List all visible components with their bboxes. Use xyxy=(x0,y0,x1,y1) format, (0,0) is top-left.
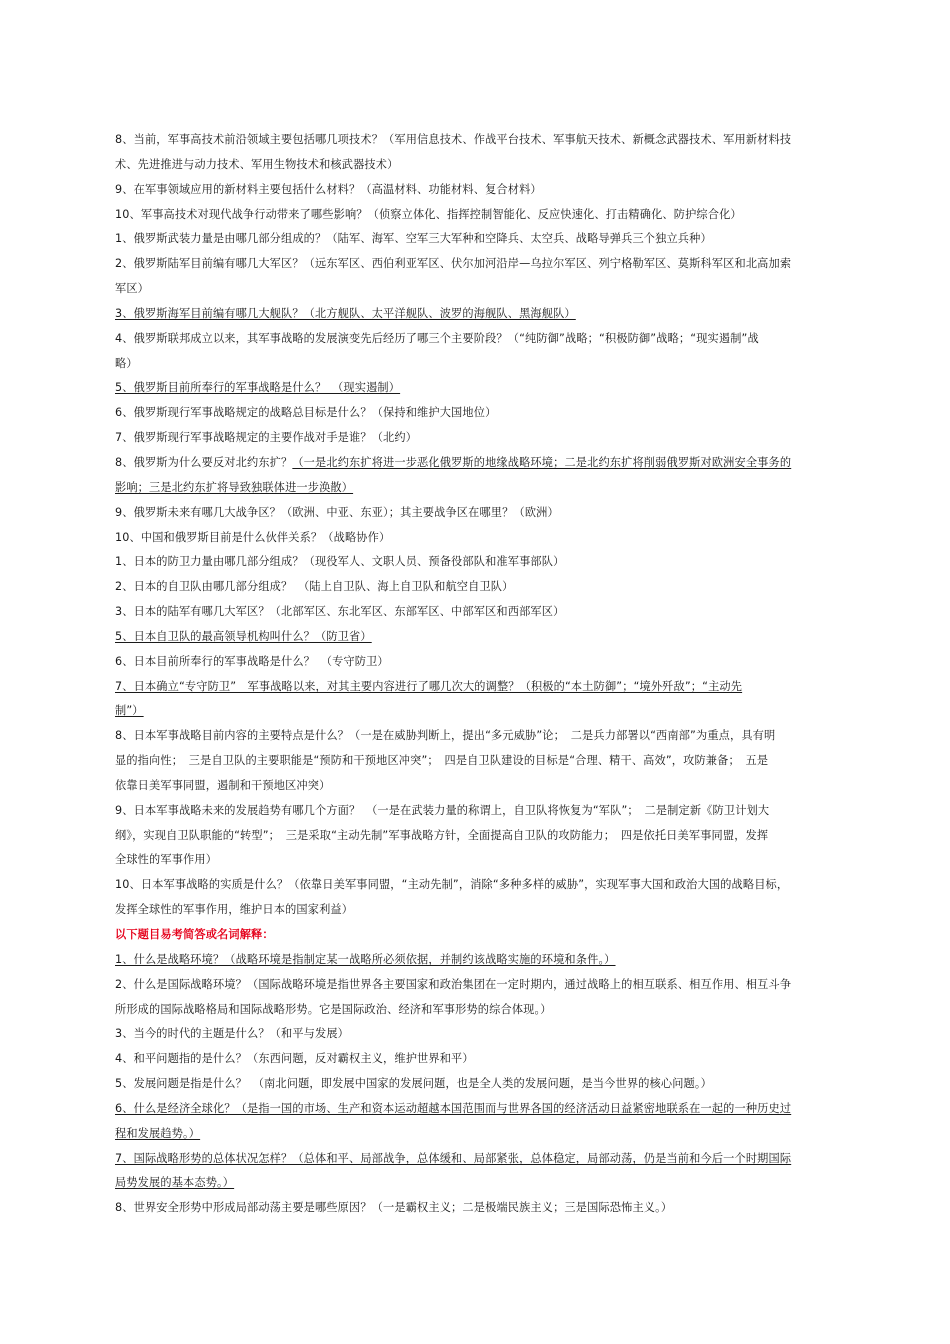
text-line xyxy=(115,1196,829,1221)
document-page xyxy=(115,128,829,1221)
text-line xyxy=(115,898,829,923)
line-text: 10、中国和俄罗斯目前是什么伙伴关系？（战略协作） xyxy=(115,530,391,544)
text-line xyxy=(115,749,829,774)
text-line xyxy=(115,203,829,228)
text-line xyxy=(115,1097,829,1122)
underlined-line-text: 影响；三是北约东扩将导致独联体进一步涣散） xyxy=(115,480,354,494)
text-line xyxy=(115,327,829,352)
text-line xyxy=(115,451,829,476)
underlined-answer: （一是北约东扩将进一步恶化俄罗斯的地缘战略环境；二是北约东扩将削弱俄罗斯对欧洲安全事务的 xyxy=(292,455,792,469)
text-line xyxy=(115,426,829,451)
line-text: 8、日本军事战略目前内容的主要特点是什么？（一是在威胁判断上，提出“多元威胁”论； 二是兵力部署以“西南部”为重点，具有明 xyxy=(115,729,776,743)
text-line xyxy=(115,923,829,948)
text-line xyxy=(115,948,829,973)
underlined-line-text: 5、俄罗斯目前所奉行的军事战略是什么？ （现实遏制） xyxy=(115,381,401,395)
text-line xyxy=(115,824,829,849)
text-line xyxy=(115,526,829,551)
line-text: 军区） xyxy=(115,282,150,296)
underlined-line-text: 3、俄罗斯海军目前编有哪几大舰队？（北方舰队、太平洋舰队、波罗的海舰队、黑海舰队） xyxy=(115,306,576,320)
underlined-line-text: 5、日本自卫队的最高领导机构叫什么？（防卫省） xyxy=(115,629,372,643)
line-text: 3、日本的陆军有哪几大军区？（北部军区、东北军区、东部军区、中部军区和西部军区） xyxy=(115,605,565,619)
section-heading: 以下题目易考简答或名词解释： xyxy=(115,928,274,941)
text-line xyxy=(115,227,829,252)
text-line xyxy=(115,675,829,700)
underlined-line-text: 局势发展的基本态势。） xyxy=(115,1176,235,1190)
text-line xyxy=(115,600,829,625)
line-text: 7、俄罗斯现行军事战略规定的主要作战对手是谁？（北约） xyxy=(115,431,418,445)
line-text: 4、和平问题指的是什么？（东西问题，反对霸权主义，维护世界和平） xyxy=(115,1052,474,1066)
underlined-line-text: 7、国际战略形势的总体状况怎样？（总体和平、局部战争，总体缓和、局部紧张，总体稳定，局部动荡，仍是当前和今后一个时期国际 xyxy=(115,1151,792,1165)
text-line xyxy=(115,1171,829,1196)
text-line xyxy=(115,128,829,153)
text-line xyxy=(115,1047,829,1072)
underlined-line-text: 制”） xyxy=(115,704,144,718)
underlined-line-text: 6、什么是经济全球化？（是指一国的市场、生产和资本运动超越本国范围而与世界各国的经济活动日益紧密地联系在一起的一种历史过 xyxy=(115,1101,792,1115)
text-line xyxy=(115,302,829,327)
line-text: 10、日本军事战略的实质是什么？（依靠日美军事同盟，“主动先制”，消除“多种多样的威胁”，实现军事大国和政治大国的战略目标， xyxy=(115,878,789,892)
line-text: 发挥全球性的军事作用，维护日本的国家利益） xyxy=(115,903,354,917)
line-text: 4、俄罗斯联邦成立以来，其军事战略的发展演变先后经历了哪三个主要阶段？（“纯防御”战略；“积极防御”战略；“现实遏制”战 xyxy=(115,331,759,345)
text-line xyxy=(115,1122,829,1147)
text-line xyxy=(115,998,829,1023)
text-line xyxy=(115,650,829,675)
text-line xyxy=(115,1072,829,1097)
text-line xyxy=(115,550,829,575)
line-text: 全球性的军事作用） xyxy=(115,853,218,867)
line-text: 9、在军事领域应用的新材料主要包括什么材料？（高温材料、功能材料、复合材料） xyxy=(115,182,542,196)
text-line xyxy=(115,376,829,401)
text-line xyxy=(115,178,829,203)
line-text: 6、日本目前所奉行的军事战略是什么？ （专守防卫） xyxy=(115,654,389,668)
line-text: 依靠日美军事同盟，遏制和干预地区冲突） xyxy=(115,778,331,792)
text-line xyxy=(115,724,829,749)
text-line xyxy=(115,476,829,501)
text-segment: 8、俄罗斯为什么要反对北约东扩？ xyxy=(115,455,293,469)
line-text: 显的指向性； 三是自卫队的主要职能是“预防和干预地区冲突”； 四是自卫队建设的目标是“合理、精干、高效”，攻防兼备； 五是 xyxy=(115,754,769,768)
line-text: 2、日本的自卫队由哪几部分组成？ （陆上自卫队、海上自卫队和航空自卫队） xyxy=(115,580,514,594)
line-text: 所形成的国际战略格局和国际战略形势。它是国际政治、经济和军事形势的综合体现。） xyxy=(115,1002,552,1016)
text-line xyxy=(115,153,829,178)
line-text: 6、俄罗斯现行军事战略规定的战略总目标是什么？（保持和维护大国地位） xyxy=(115,406,497,420)
text-line xyxy=(115,774,829,799)
text-line xyxy=(115,501,829,526)
line-text: 10、军事高技术对现代战争行动带来了哪些影响？（侦察立体化、指挥控制智能化、反应快速化、打击精确化、防护综合化） xyxy=(115,207,742,221)
text-line xyxy=(115,277,829,302)
text-line xyxy=(115,625,829,650)
line-text: 8、世界安全形势中形成局部动荡主要是哪些原因？（一是霸权主义；二是极端民族主义；三是国际恐怖主义。） xyxy=(115,1201,673,1215)
text-line xyxy=(115,352,829,377)
line-text: 2、什么是国际战略环境？（国际战略环境是指世界各主要国家和政治集团在一定时期内，通过战略上的相互联系、相互作用、相互斗争 xyxy=(115,977,792,991)
text-line xyxy=(115,873,829,898)
line-text: 纲》，实现自卫队职能的“转型”； 三是采取“主动先制”军事战略方针，全面提高自卫队的攻防能力； 四是依托日美军事同盟，发挥 xyxy=(115,828,769,842)
text-line xyxy=(115,575,829,600)
line-text: 5、发展问题是指是什么？ （南北问题，即发展中国家的发展问题，也是全人类的发展问题，是当今世界的核心问题。） xyxy=(115,1077,712,1091)
underlined-line-text: 程和发展趋势。） xyxy=(115,1126,201,1140)
line-text: 9、日本军事战略未来的发展趋势有哪几个方面？ （一是在武装力量的称谓上，自卫队将恢复为“军队”； 二是制定新《防卫计划大 xyxy=(115,803,770,817)
line-text: 术、先进推进与动力技术、军用生物技术和核武器技术） xyxy=(115,157,399,171)
text-line xyxy=(115,401,829,426)
text-line xyxy=(115,973,829,998)
text-line xyxy=(115,848,829,873)
line-text: 1、日本的防卫力量由哪几部分组成？（现役军人、文职人员、预备役部队和准军事部队） xyxy=(115,555,565,569)
underlined-line-text: 7、日本确立“专守防卫” 军事战略以来，对其主要内容进行了哪几次大的调整？（积极的“本土防御”；“境外歼敌”；“主动先 xyxy=(115,679,743,693)
text-line xyxy=(115,799,829,824)
line-text: 2、俄罗斯陆军目前编有哪几大军区？（远东军区、西伯利亚军区、伏尔加河沿岸—乌拉尔军区、列宁格勒军区、莫斯科军区和北高加索 xyxy=(115,257,792,271)
text-line xyxy=(115,1147,829,1172)
underlined-line-text: 1、什么是战略环境？（战略环境是指制定某一战略所必须依据，并制约该战略实施的环境和条件。） xyxy=(115,952,616,966)
line-text: 9、俄罗斯未来有哪几大战争区？（欧洲、中亚、东亚）；其主要战争区在哪里？（欧洲） xyxy=(115,505,559,519)
line-text: 3、当今的时代的主题是什么？（和平与发展） xyxy=(115,1027,350,1041)
line-text: 8、当前，军事高技术前沿领域主要包括哪几项技术？（军用信息技术、作战平台技术、军事航天技术、新概念武器技术、军用新材料技 xyxy=(115,133,792,146)
text-line xyxy=(115,1022,829,1047)
text-line xyxy=(115,252,829,277)
line-text: 略） xyxy=(115,356,138,370)
text-line xyxy=(115,699,829,724)
line-text: 1、俄罗斯武装力量是由哪几部分组成的？（陆军、海军、空军三大军种和空降兵、太空兵、战略导弹兵三个独立兵种） xyxy=(115,232,712,246)
